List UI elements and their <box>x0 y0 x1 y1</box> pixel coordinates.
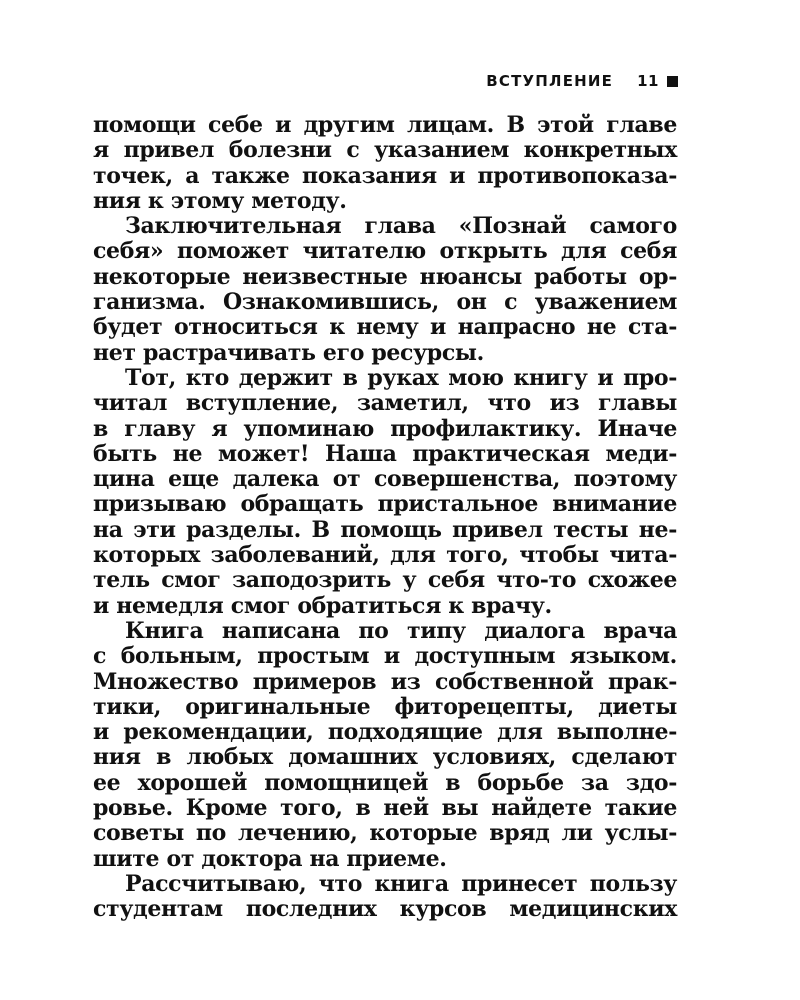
text-line: ния в любых домашних условиях, сделают <box>93 744 677 771</box>
text-line: ганизма. Ознакомившись, он с уважением <box>93 289 677 316</box>
text-line: я привел болезни с указанием конкретных <box>93 137 677 164</box>
text-line: советы по лечению, которые вряд ли услы- <box>93 820 677 847</box>
text-line: Множество примеров из собственной прак- <box>93 668 677 695</box>
text-line: ровье. Кроме того, в ней вы найдете такие <box>93 795 677 822</box>
running-header <box>486 72 678 90</box>
text-line: и немедля смог обратиться к врачу. <box>93 592 552 619</box>
text-line: в главу я упоминаю профилактику. Иначе <box>93 415 677 442</box>
text-line: шите от доктора на приеме. <box>93 845 447 872</box>
text-line: студентам последних курсов медицинских <box>93 896 677 923</box>
body-text <box>93 113 677 923</box>
page-number: 11 <box>637 72 659 90</box>
text-line: Книга написана по типу диалога врача <box>125 617 677 644</box>
text-line: призываю обращать пристальное внимание <box>93 491 677 518</box>
section-title: ВСТУПЛЕНИЕ <box>486 72 614 90</box>
text-line: Тот, кто держит в руках мою книгу и про- <box>125 364 677 391</box>
text-line: некоторые неизвестные нюансы работы ор- <box>93 263 677 290</box>
text-line: ее хорошей помощницей в борьбе за здо- <box>93 769 677 796</box>
text-line: читал вступление, заметил, что из главы <box>93 390 677 417</box>
text-line: помощи себе и другим лицам. В этой главе <box>93 112 677 138</box>
text-line: Рассчитываю, что книга принесет пользу <box>125 870 677 897</box>
text-line: цина еще далека от совершенства, поэтому <box>93 466 677 493</box>
text-line: ния к этому методу. <box>93 187 347 214</box>
black-square-icon <box>667 76 678 87</box>
text-line: точек, а также показания и противопоказа- <box>93 162 677 189</box>
text-line: нет растрачивать его ресурсы. <box>93 339 484 366</box>
text-line: тики, оригинальные фиторецепты, диеты <box>93 693 677 720</box>
text-line: которых заболеваний, для того, чтобы чита- <box>93 542 677 569</box>
text-line: себя» поможет читателю открыть для себя <box>93 238 677 265</box>
text-line: будет относиться к нему и напрасно не ста- <box>93 314 677 341</box>
text-line: на эти разделы. В помощь привел тесты не- <box>93 516 677 543</box>
text-line: быть не может! Наша практическая меди- <box>93 440 677 467</box>
text-line: и рекомендации, подходящие для выполне- <box>93 719 677 746</box>
text-line: тель смог заподозрить у себя что-то схожее <box>93 567 677 594</box>
text-line: с больным, простым и доступным языком. <box>93 643 677 670</box>
text-line: Заключительная глава «Познай самого <box>125 213 677 240</box>
